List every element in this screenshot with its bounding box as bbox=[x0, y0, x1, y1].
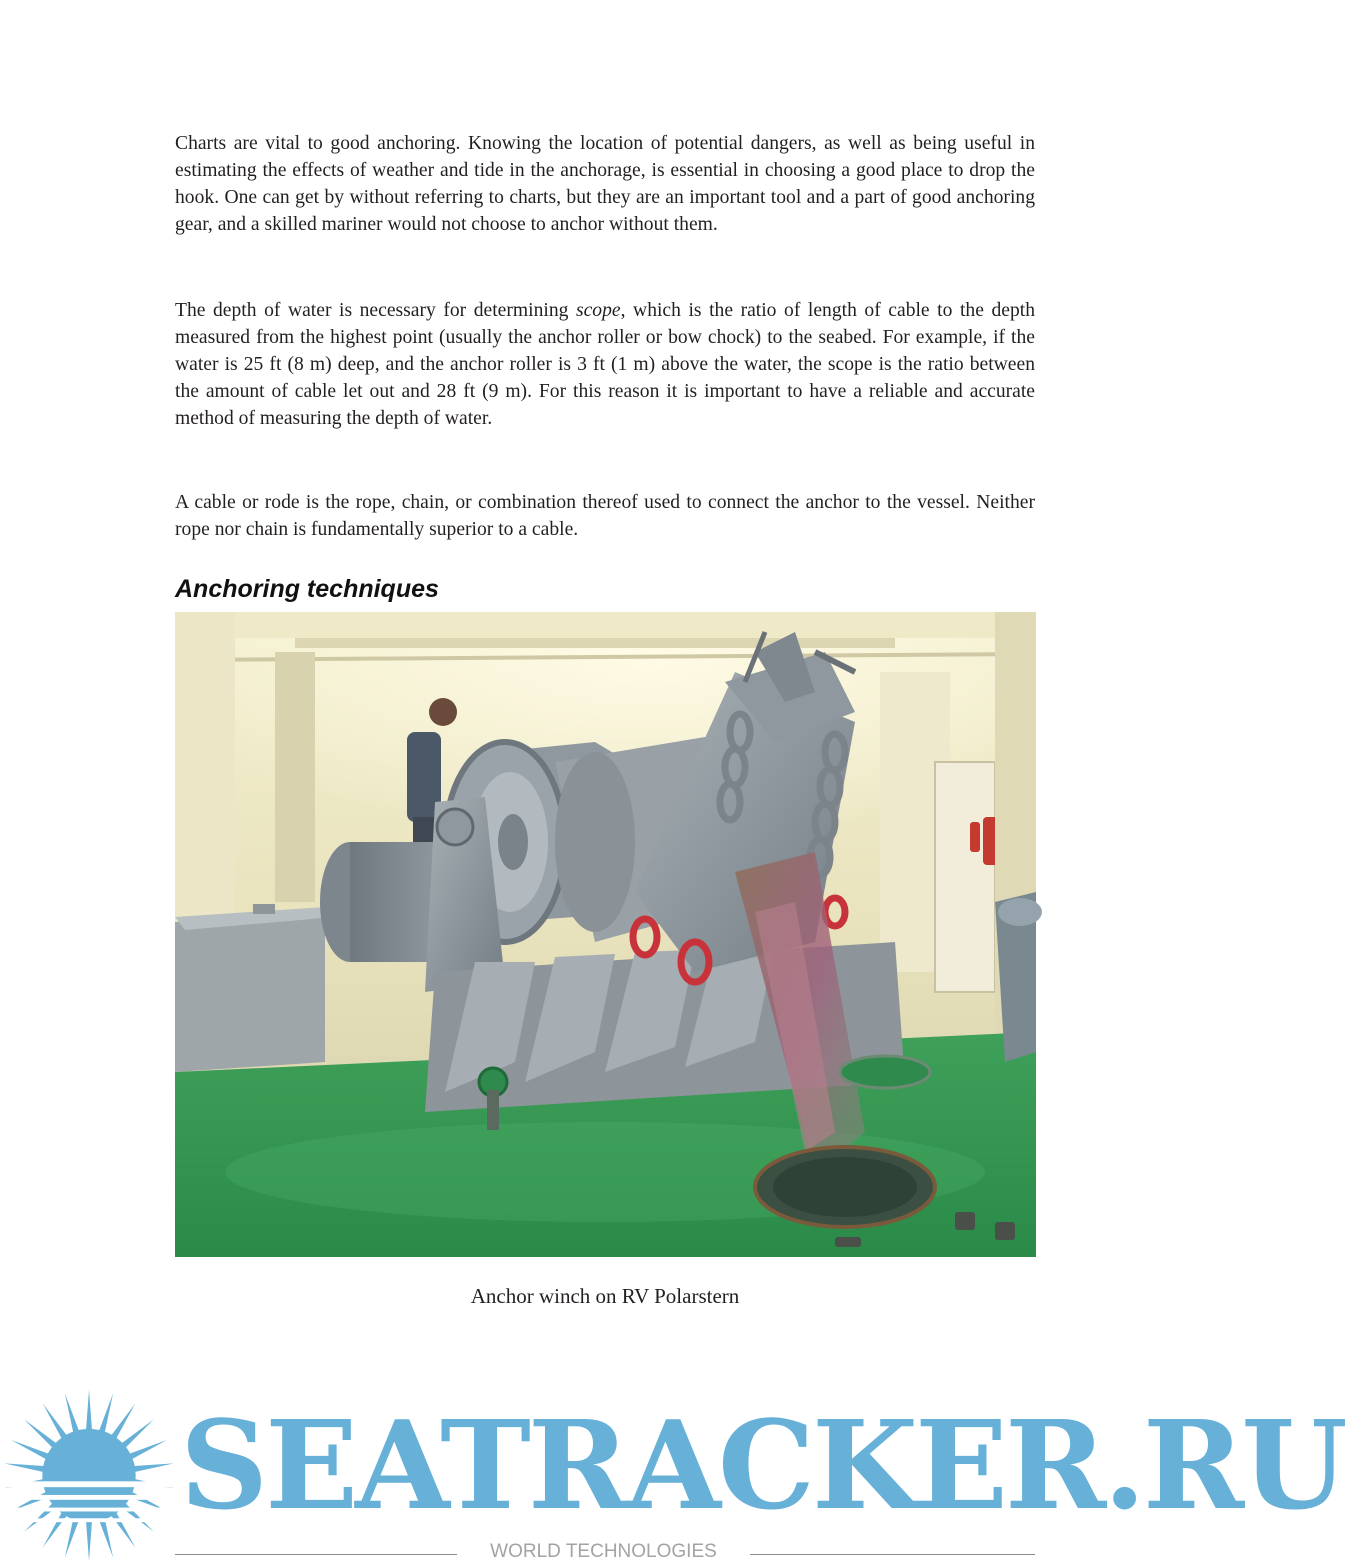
footer-rule-right bbox=[750, 1554, 1035, 1555]
paragraph-cable-rode: A cable or rode is the rope, chain, or combination thereof used to connect the anchor to the vessel. Neither rope nor chain is fundamentally superior to a cable. bbox=[175, 492, 1035, 540]
paragraph-depth-text-start: The depth of water is necessary for determining bbox=[175, 300, 576, 321]
figure-caption: Anchor winch on RV Polarstern bbox=[470, 1284, 740, 1308]
sun-burst-icon bbox=[0, 1388, 178, 1563]
footer-text: WORLD TECHNOLOGIES bbox=[490, 1541, 717, 1562]
paragraph-charts: Charts are vital to good anchoring. Knowing the location of potential dangers, as well as being useful in estimating the effects of weather and tide in the anchorage, is essential in choosing a good place to drop the hook. One can get by without referring to charts, but they are an important tool and a part of good anchoring gear, and a skilled mariner would not choose to anchor without them. bbox=[175, 133, 1035, 235]
paragraph-depth-scope bbox=[175, 297, 1035, 432]
anchor-winch-photo bbox=[175, 612, 1036, 1257]
scope-term: scope bbox=[575, 300, 621, 321]
section-heading: Anchoring techniques bbox=[175, 575, 439, 603]
paragraph-depth-text-end: , which is the ratio of length of cable to the depth measured from the highest point (usually the anchor roller or bow chock) to the seabed. For example, if the water is 25 ft (8 m) deep, and the anchor roller is 3 ft (1 m) above the water, the scope is the ratio between the amount of cable let out and 28 ft (9 m). For this reason it is important to have a reliable and accurate method of measuring the depth of water. bbox=[175, 300, 1035, 429]
watermark-text: SEATRACKER.RU bbox=[180, 1393, 1345, 1537]
footer-rule-left bbox=[175, 1554, 457, 1555]
watermark bbox=[0, 1378, 1345, 1565]
